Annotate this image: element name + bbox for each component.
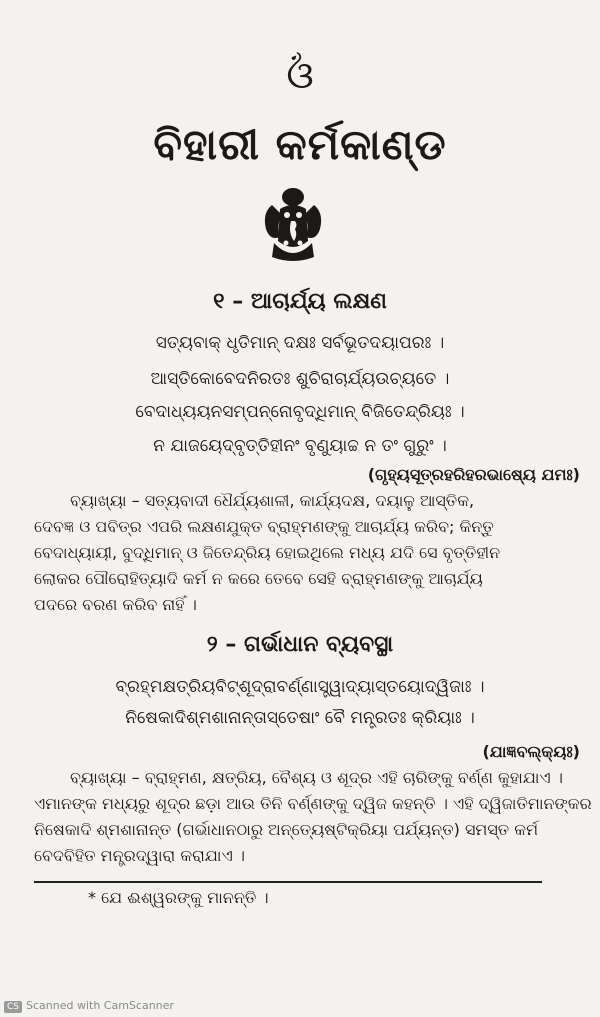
verse-line: ବେଦାଧ୍ୟୟନସମ୍ପନ୍ନୋବୃଦ୍ଧିମାନ୍ ବିଜିତେନ୍ଦ୍ରିୟଃ । xyxy=(135,402,465,422)
verse-line: ଆସ୍ତିକୋବେଦନିରତଃ ଶୁଚିରାଚାର୍ଯ୍ୟଉଚ୍ୟତେ । xyxy=(150,369,450,389)
verse-line: ବ୍ରହ୍ମକ୍ଷତ୍ରିୟବିଟ୍ଶୂଦ୍ରାବର୍ଣ୍ଣାସ୍ତ୍ୱାଦ୍ୟାସ୍ତୟୋଦ୍ୱିଜାଃ । xyxy=(115,677,485,697)
scanner-watermark xyxy=(4,999,174,1013)
explanation-line: ନିଷେକାଦି ଶ୍ମଶାନାନ୍ତ (ଗର୍ଭାଧାନଠାରୁ ଅନ୍ତ୍ୟେଷ୍ଟିକ୍ରିୟା ପର୍ଯ୍ୟନ୍ତ) ସମସ୍ତ କର୍ମ xyxy=(34,820,539,839)
source-citation: (ଗୃହ୍ୟସୂତ୍ରହରିହରଭାଷ୍ୟେ ଯମଃ) xyxy=(367,465,580,484)
explanation-line: ଏମାନଙ୍କ ମଧ୍ୟରୁ ଶୂଦ୍ର ଛଡ଼ା ଆଉ ତିନି ବର୍ଣ୍ଣଙ୍କୁ ଦ୍ୱିଜ କହନ୍ତି । ଏହି ଦ୍ୱିଜାତିମାନଙ୍କର xyxy=(34,794,592,813)
page-title: ବିହାରୀ କର୍ମକାଣ୍ଡ xyxy=(153,120,447,169)
footnote: * ଯେ ଈଶ୍ୱରଙ୍କୁ ମାନନ୍ତି । xyxy=(88,888,269,907)
section-heading-garbhadhana: ୨ – ଗର୍ଭାଧାନ ବ୍ୟବସ୍ଥା xyxy=(206,632,394,657)
ganesha-emblem-icon xyxy=(258,183,328,263)
camscanner-logo-icon: CS xyxy=(4,1001,22,1013)
section-heading-acharya: ୧ – ଆଚାର୍ଯ୍ୟ ଲକ୍ଷଣ xyxy=(213,289,387,314)
explanation-line: ବ୍ୟାଖ୍ୟା – ବ୍ରାହ୍ମଣ, କ୍ଷତ୍ରିୟ, ବୈଶ୍ୟ ଓ ଶୂଦ୍ର ଏହି ଚାରିଙ୍କୁ ବର୍ଣ୍ଣ କୁହାଯାଏ । xyxy=(70,768,563,787)
explanation-line: ଦେବଜ୍ଞ ଓ ପବିତ୍ର ଏପରି ଲକ୍ଷଣଯୁକ୍ତ ବ୍ରାହ୍ମଣଙ୍କୁ ଆଚାର୍ଯ୍ୟ କରିବ; କିନ୍ତୁ xyxy=(34,517,494,536)
source-citation: (ଯାଜ୍ଞବଲ୍କ୍ୟଃ) xyxy=(482,742,580,761)
scanner-text: Scanned with CamScanner xyxy=(26,999,174,1012)
explanation-line: ଲୋକର ପୌରୋହିତ୍ୟାଦି କର୍ମ ନ କରେ ତେବେ ସେହି ବ୍ରାହ୍ମଣଙ୍କୁ ଆଚାର୍ଯ୍ୟ xyxy=(34,569,483,588)
om-symbol: ଓଁ xyxy=(286,52,314,98)
verse-line: ସତ୍ୟବାକ୍ ଧୃତିମାନ୍ ଦକ୍ଷଃ ସର୍ବଭୂତଦୟାପରଃ । xyxy=(155,333,445,353)
verse-line: ନ ଯାଜୟେଦ୍ବୃତ୍ତିହୀନଂ ବୃଣୁୟାଚ୍ଚ ନ ତଂ ଗୁରୁଂ । xyxy=(153,436,447,456)
explanation-paragraph xyxy=(34,488,574,618)
verse-line: ନିଷେକାଦିଶ୍ମଶାନାନ୍ତାସ୍ତେଷାଂ ବୈ ମନ୍ତ୍ରତଃ କ୍ରିୟାଃ । xyxy=(125,708,475,728)
explanation-line: ବେଦାଧ୍ୟାୟୀ, ବୁଦ୍ଧିମାନ୍ ଓ ଜିତେନ୍ଦ୍ରିୟ ହୋଇଥିଲେ ମଧ୍ୟ ଯଦି ସେ ବୃତ୍ତିହୀନ xyxy=(34,543,501,562)
explanation-line: ପଦରେ ବରଣ କରିବ ନାହିଁ । xyxy=(34,595,197,614)
footnote-divider xyxy=(34,881,542,883)
explanation-line: ବ୍ୟାଖ୍ୟା – ସତ୍ୟବାଦୀ ଧୈର୍ଯ୍ୟଶାଳୀ, କାର୍ଯ୍ୟଦକ୍ଷ, ଦୟାଳୁ ଆସ୍ତିକ, xyxy=(70,491,475,510)
explanation-line: ବେଦବିହିତ ମନ୍ତ୍ରଦ୍ୱାରା କରାଯାଏ । xyxy=(34,846,245,865)
explanation-paragraph xyxy=(34,765,592,869)
